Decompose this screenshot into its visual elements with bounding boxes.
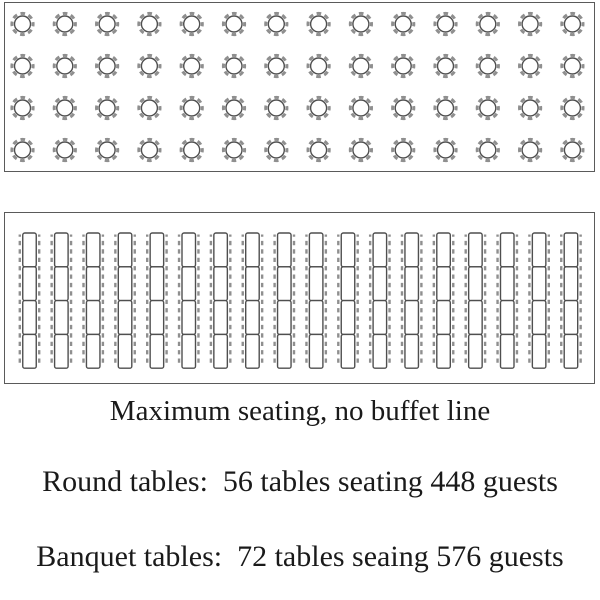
banquet-table xyxy=(23,334,37,368)
banquet-table xyxy=(246,267,260,301)
round-table xyxy=(520,139,541,160)
banquet-table xyxy=(182,267,196,301)
banquet-table-column xyxy=(275,233,294,368)
round-table xyxy=(477,139,498,160)
banquet-table xyxy=(150,267,164,301)
banquet-table xyxy=(532,301,546,335)
banquet-table-column xyxy=(370,233,389,368)
banquet-table-column xyxy=(52,233,71,368)
caption-title: Maximum seating, no buffet line xyxy=(109,395,491,427)
banquet-table xyxy=(405,334,419,368)
round-table xyxy=(520,13,541,34)
round-table xyxy=(393,13,414,34)
banquet-table xyxy=(532,334,546,368)
banquet-table xyxy=(118,301,132,335)
banquet-table xyxy=(341,301,355,335)
round-table xyxy=(308,139,329,160)
banquet-table xyxy=(23,301,37,335)
round-table xyxy=(350,97,371,118)
banquet-table xyxy=(501,334,515,368)
round-table xyxy=(435,139,456,160)
banquet-table-column xyxy=(243,233,262,368)
banquet-table xyxy=(373,334,387,368)
round-table xyxy=(477,55,498,76)
banquet-table xyxy=(405,267,419,301)
round-table xyxy=(350,55,371,76)
banquet-table-column xyxy=(115,233,134,368)
banquet-table-column xyxy=(179,233,198,368)
banquet-table xyxy=(564,233,578,267)
round-table xyxy=(520,55,541,76)
banquet-table xyxy=(278,267,292,301)
round-table xyxy=(350,13,371,34)
banquet-table xyxy=(55,233,69,267)
banquet-table xyxy=(532,267,546,301)
round-table xyxy=(562,139,583,160)
round-table xyxy=(223,55,244,76)
banquet-table xyxy=(86,267,100,301)
banquet-table xyxy=(341,334,355,368)
round-table xyxy=(308,55,329,76)
round-table xyxy=(12,55,33,76)
round-table xyxy=(139,97,160,118)
round-table xyxy=(12,139,33,160)
round-table xyxy=(139,55,160,76)
round-table xyxy=(139,139,160,160)
banquet-table-column xyxy=(306,233,325,368)
round-table xyxy=(12,97,33,118)
banquet-table xyxy=(437,267,451,301)
banquet-table-column xyxy=(466,233,485,368)
round-table xyxy=(181,139,202,160)
round-table xyxy=(12,13,33,34)
banquet-table xyxy=(214,267,228,301)
banquet-table xyxy=(437,301,451,335)
banquet-table xyxy=(341,267,355,301)
round-table xyxy=(562,97,583,118)
round-table xyxy=(54,55,75,76)
banquet-table-column xyxy=(529,233,548,368)
banquet-table xyxy=(86,233,100,267)
banquet-table xyxy=(214,334,228,368)
banquet-table xyxy=(86,334,100,368)
banquet-table xyxy=(55,334,69,368)
banquet-table-column xyxy=(434,233,453,368)
round-table xyxy=(181,55,202,76)
banquet-table xyxy=(23,267,37,301)
round-table xyxy=(266,55,287,76)
round-table xyxy=(435,13,456,34)
round-table xyxy=(308,97,329,118)
banquet-table xyxy=(373,233,387,267)
round-table xyxy=(97,97,118,118)
round-table xyxy=(181,13,202,34)
banquet-table xyxy=(501,233,515,267)
round-table xyxy=(477,13,498,34)
banquet-table xyxy=(309,233,323,267)
banquet-table-column xyxy=(402,233,421,368)
banquet-table-column xyxy=(561,233,580,368)
round-table xyxy=(54,97,75,118)
round-table xyxy=(393,97,414,118)
round-table xyxy=(223,139,244,160)
banquet-table xyxy=(182,301,196,335)
banquet-table xyxy=(309,301,323,335)
round-table xyxy=(54,13,75,34)
banquet-table xyxy=(501,301,515,335)
round-table xyxy=(562,55,583,76)
banquet-tables-floor-plan xyxy=(4,212,595,384)
banquet-table xyxy=(150,301,164,335)
banquet-table xyxy=(469,233,483,267)
banquet-table xyxy=(118,267,132,301)
banquet-table xyxy=(469,267,483,301)
round-table xyxy=(308,13,329,34)
banquet-table xyxy=(150,334,164,368)
banquet-table xyxy=(532,233,546,267)
banquet-table xyxy=(405,301,419,335)
banquet-table xyxy=(278,301,292,335)
round-table xyxy=(54,139,75,160)
banquet-table xyxy=(150,233,164,267)
banquet-table xyxy=(469,301,483,335)
banquet-table xyxy=(246,301,260,335)
round-table xyxy=(393,55,414,76)
banquet-table xyxy=(23,233,37,267)
banquet-table xyxy=(118,233,132,267)
banquet-table xyxy=(309,267,323,301)
banquet-table xyxy=(373,301,387,335)
round-table xyxy=(266,139,287,160)
round-table xyxy=(393,139,414,160)
banquet-table xyxy=(341,233,355,267)
banquet-table xyxy=(182,233,196,267)
round-table xyxy=(97,139,118,160)
banquet-table xyxy=(309,334,323,368)
banquet-table xyxy=(405,233,419,267)
banquet-table xyxy=(501,267,515,301)
banquet-table xyxy=(55,301,69,335)
banquet-table-column xyxy=(211,233,230,368)
banquet-table-column xyxy=(84,233,103,368)
banquet-table xyxy=(214,301,228,335)
banquet-table xyxy=(564,334,578,368)
banquet-table-column xyxy=(338,233,357,368)
round-table xyxy=(477,97,498,118)
banquet-table xyxy=(214,233,228,267)
caption-round-tables-summary: Round tables: 56 tables seating 448 guests xyxy=(42,465,558,498)
round-table xyxy=(223,13,244,34)
caption-banquet-tables-summary: Banquet tables: 72 tables seaing 576 guests xyxy=(36,540,564,573)
round-table xyxy=(223,97,244,118)
round-table xyxy=(181,97,202,118)
banquet-table xyxy=(373,267,387,301)
round-table xyxy=(97,13,118,34)
round-table xyxy=(266,13,287,34)
banquet-table xyxy=(278,334,292,368)
banquet-table xyxy=(246,233,260,267)
banquet-table-column xyxy=(147,233,166,368)
round-table xyxy=(435,97,456,118)
banquet-table xyxy=(437,334,451,368)
round-table xyxy=(562,13,583,34)
round-tables-floor-plan xyxy=(4,2,595,172)
banquet-table xyxy=(55,267,69,301)
round-table xyxy=(139,13,160,34)
banquet-table xyxy=(278,233,292,267)
banquet-table xyxy=(564,267,578,301)
banquet-table-column xyxy=(20,233,39,368)
banquet-table xyxy=(86,301,100,335)
round-table xyxy=(97,55,118,76)
banquet-table xyxy=(246,334,260,368)
round-table xyxy=(350,139,371,160)
banquet-table xyxy=(469,334,483,368)
banquet-table-column xyxy=(498,233,517,368)
round-table xyxy=(435,55,456,76)
round-table xyxy=(266,97,287,118)
round-table xyxy=(520,97,541,118)
banquet-table xyxy=(182,334,196,368)
banquet-table xyxy=(118,334,132,368)
banquet-table xyxy=(437,233,451,267)
banquet-table xyxy=(564,301,578,335)
